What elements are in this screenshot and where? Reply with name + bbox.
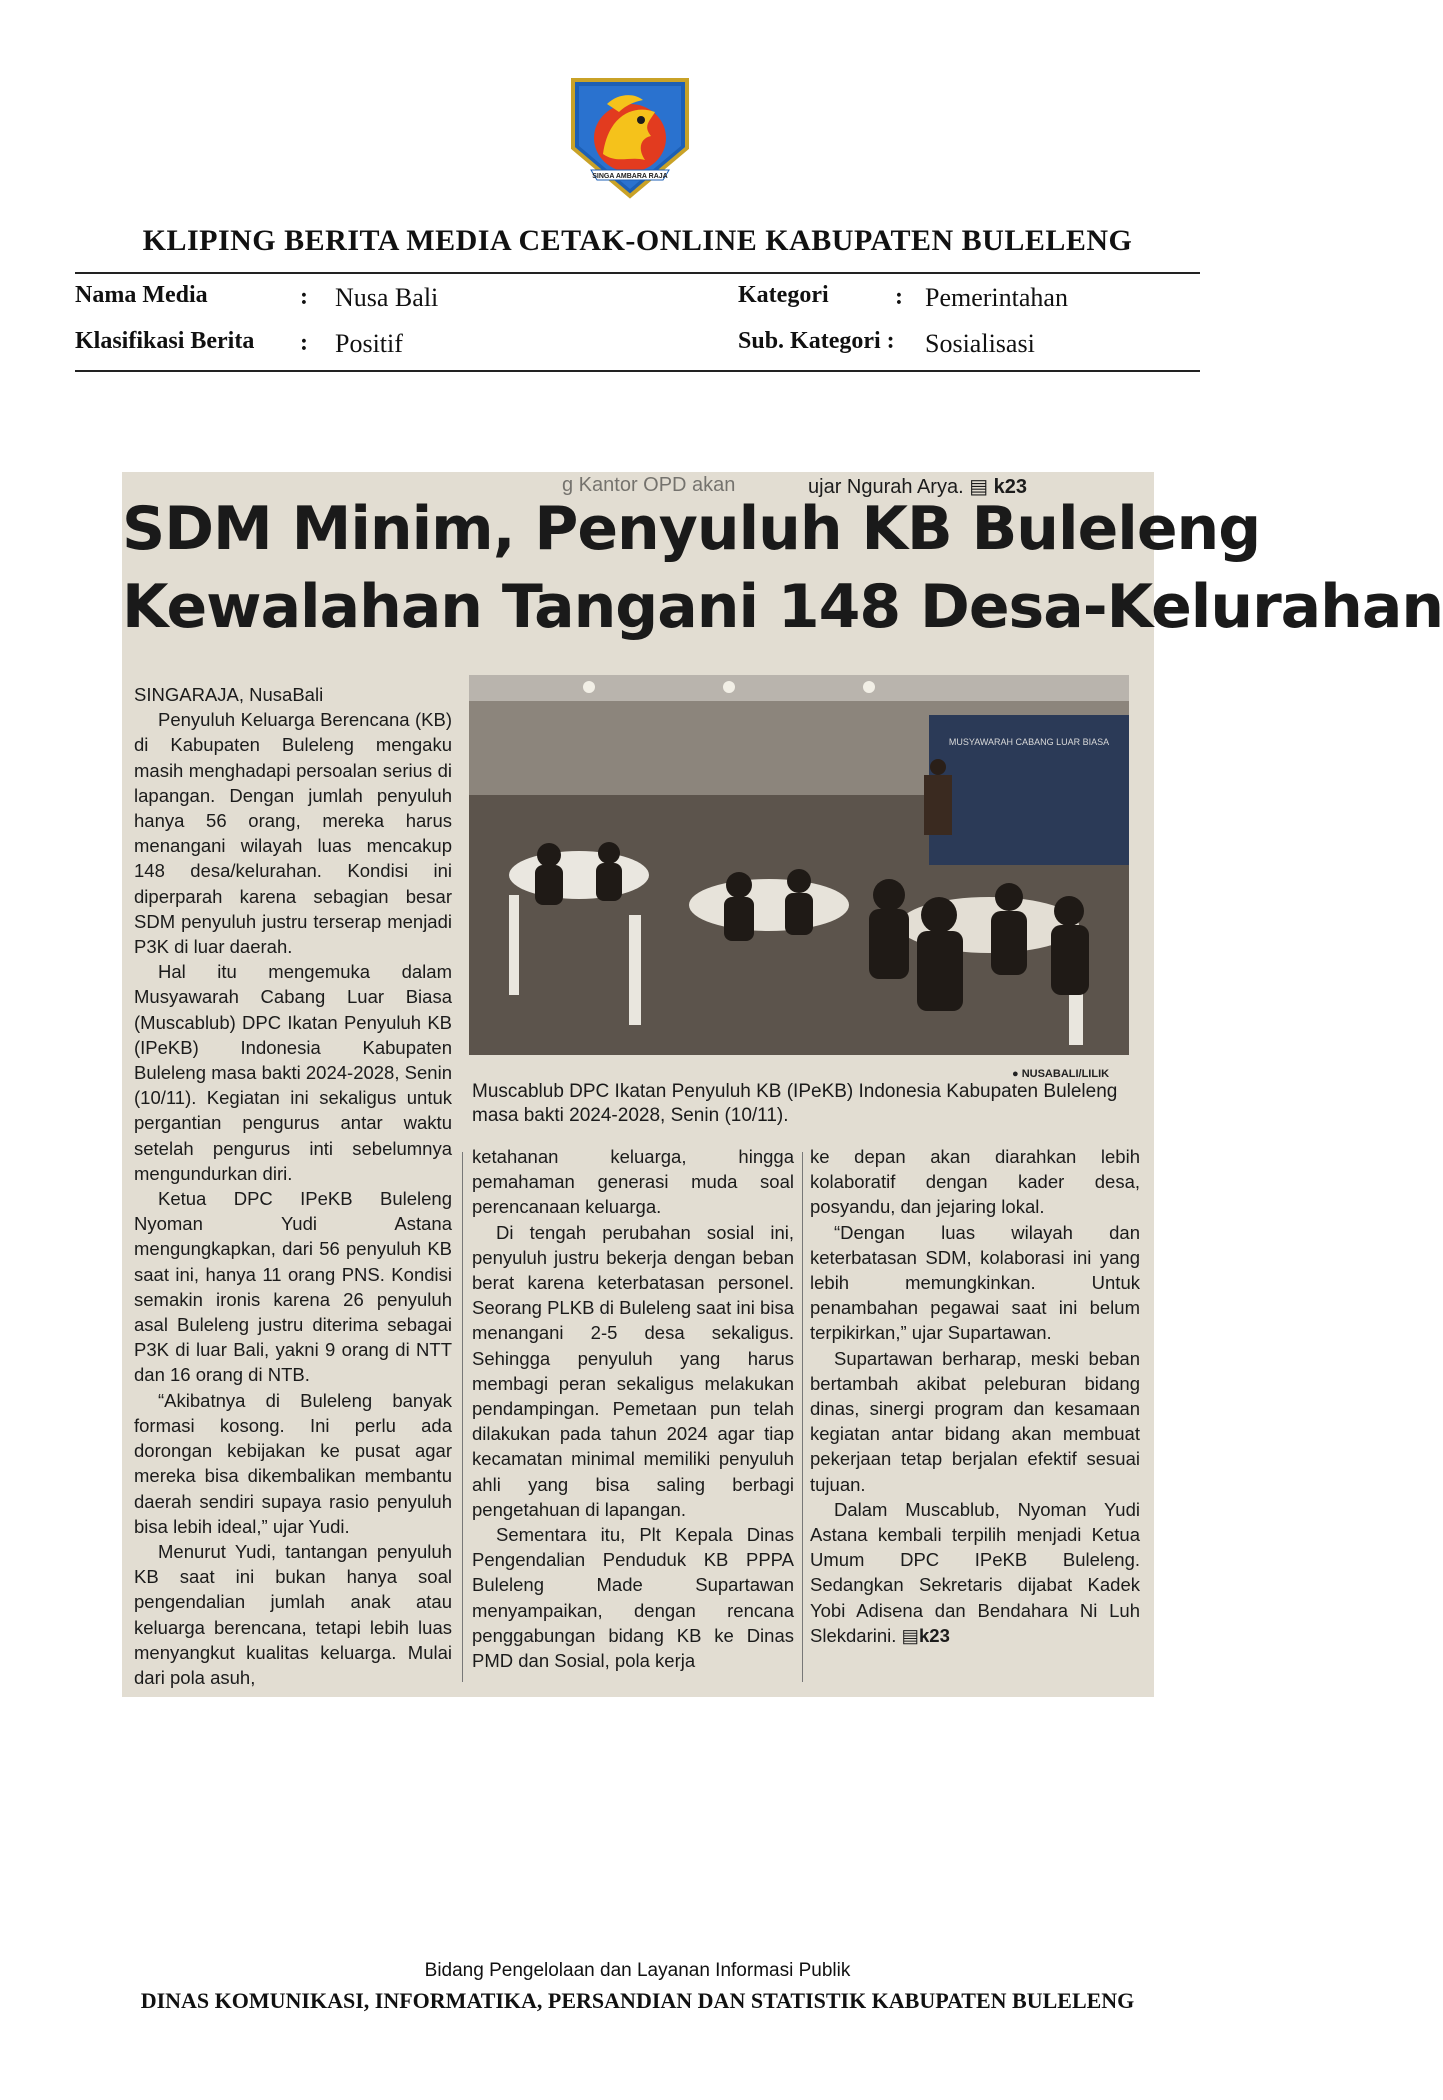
article-paragraph: “Akibatnya di Buleleng banyak formasi kosong. Ini perlu ada dorongan kebijakan ke pusat agar mereka bisa dikembalikan membantu daerah sendiri supaya rasio penyuluh bisa lebih ideal,” ujar Yudi. [134, 1389, 452, 1537]
previous-article-code: k23 [993, 476, 1028, 498]
media-label: Nama Media [75, 282, 208, 308]
photo-caption: Muscablub DPC Ikatan Penyuluh KB (IPeKB) Indonesia Kabupaten Buleleng masa bakti 2024-2028, Senin (10/11). [472, 1081, 1118, 1126]
article-column-1 [134, 682, 452, 1690]
subkategori-label: Sub. Kategori : [738, 328, 895, 354]
article-paragraph: ke depan akan diarahkan lebih kolaboratif dengan kader desa, posyandu, dan jejaring lokal. [810, 1146, 1140, 1218]
article-headline-line2: Kewalahan Tangani 148 Desa-Kelurahan [122, 572, 1443, 642]
photo-banner-text: MUSYAWARAH CABANG LUAR BIASA [948, 737, 1110, 747]
previous-article-quote: ujar Ngurah Arya. [808, 476, 964, 498]
article-paragraph: “Dengan luas wilayah dan keterbatasan SDM, kolaborasi ini yang lebih memungkinkan. Untuk penambahan pegawai saat ini belum terpikirkan,” ujar Supartawan. [810, 1221, 1140, 1344]
subkategori-value: Sosialisasi [925, 329, 1035, 358]
klasifikasi-label: Klasifikasi Berita [75, 328, 255, 354]
media-colon: : [300, 284, 308, 310]
article-paragraph: Sementara itu, Plt Kepala Dinas Pengendalian Penduduk KB PPPA Buleleng Made Supartawan menyampaikan, dengan rencana penggabungan bidang KB ke Dinas PMD dan Sosial, pola kerja [472, 1524, 794, 1672]
article-dateline: SINGARAJA, NusaBali [134, 684, 324, 705]
article-paragraph: Penyuluh Keluarga Berencana (KB) di Kabupaten Buleleng mengaku masih menghadapi persoalan serius di lapangan. Dengan jumlah penyuluh hanya 56 orang, mereka harus menangani wilayah luas mencakup 148 desa/kelurahan. Kondisi ini diperparah karena sebagian besar SDM penyuluh justru terserap menjadi P3K di luar daerah. [134, 709, 452, 958]
article-paragraph [810, 1497, 1140, 1648]
photo-credit: ● NUSABALI/LILIK [1012, 1068, 1110, 1080]
header-divider-bottom [75, 370, 1200, 372]
previous-article-fragment: g Kantor OPD akan [562, 474, 736, 496]
kategori-label: Kategori [738, 282, 829, 308]
klasifikasi-value: Positif [335, 329, 403, 358]
singa-ambara-raja-emblem-icon [563, 76, 697, 200]
article-paragraph: Ketua DPC IPeKB Buleleng Nyoman Yudi Astana mengungkapkan, dari 56 penyuluh KB saat ini, hanya 11 orang PNS. Kondisi semakin ironis karena 26 penyuluh asal Buleleng justru diterima sebagai P3K di luar Bali, yakni 9 orang di NTT dan 16 orang di NTB. [134, 1188, 452, 1386]
footer-subtitle: Bidang Pengelolaan dan Layanan Informasi Publik [424, 1960, 851, 1981]
klasifikasi-colon: : [300, 330, 308, 356]
kategori-colon: : [895, 284, 903, 310]
kategori-value: Pemerintahan [925, 283, 1068, 312]
article-paragraph: Hal itu mengemuka dalam Musyawarah Cabang Luar Biasa (Muscablub) DPC Ikatan Penyuluh KB (IPeKB) Indonesia Kabupaten Buleleng masa bakti 2024-2028, Senin (10/11). Kegiatan ini sekaligus untuk pergantian pengurus antar waktu setelah pengurus inti sebelumnya mengundurkan diri. [134, 961, 452, 1184]
document-title: KLIPING BERITA MEDIA CETAK-ONLINE KABUPATEN BULELENG [142, 224, 1133, 257]
article-paragraph: ketahanan keluarga, hingga pemahaman generasi muda soal perencanaan keluarga. [472, 1146, 794, 1218]
article-headline-line1: SDM Minim, Penyuluh KB Buleleng [122, 494, 1261, 564]
meeting-photo-illustration [469, 675, 1129, 1055]
column-divider [802, 1152, 803, 1682]
media-value: Nusa Bali [335, 283, 439, 312]
article-end-code: k23 [919, 1624, 950, 1646]
newspaper-mark-icon: ▤ [901, 1624, 920, 1646]
footer-title: DINAS KOMUNIKASI, INFORMATIKA, PERSANDIAN DAN STATISTIK KABUPATEN BULELENG [140, 1988, 1135, 2013]
logo-text: SINGA AMBARA RAJA [592, 173, 668, 180]
column-divider [462, 1152, 463, 1682]
newspaper-mark-icon: ▤ [969, 476, 989, 498]
article-photo [469, 675, 1129, 1055]
article-paragraph: Menurut Yudi, tantangan penyuluh KB saat ini bukan hanya soal pengendalian jumlah anak atau keluarga berencana, tetapi lebih luas menyangkut kualitas keluarga. Mulai dari pola asuh, [134, 1540, 452, 1688]
article-column-2 [472, 1144, 794, 1673]
article-paragraph: Supartawan berharap, meski beban bertambah akibat peleburan bidang dinas, sinergi program dan kesamaan kegiatan antar bidang akan membuat pekerjaan tetap berjalan efektif sesuai tujuan. [810, 1347, 1140, 1495]
article-paragraph: Di tengah perubahan sosial ini, penyuluh justru bekerja dengan beban berat karena keterbatasan personel. Seorang PLKB di Buleleng saat ini bisa menangani 2-5 desa sekaligus. Sehingga penyuluh yang harus membagi peran sekaligus melakukan pendampingan. Pemetaan pun telah dilakukan pada tahun 2024 agar tiap kecamatan minimal memiliki penyuluh ahli yang bisa saling berbagi pengetahuan di lapangan. [472, 1221, 794, 1520]
newspaper-clipping [122, 472, 1443, 1697]
header-divider-top [75, 272, 1200, 274]
article-column-3 [810, 1144, 1140, 1648]
article-paragraph-text: Dalam Muscablub, Nyoman Yudi Astana kembali terpilih menjadi Ketua Umum DPC IPeKB Buleleng. Sedangkan Sekretaris dijabat Kadek Yobi Adisena dan Bendahara Ni Luh Slekdarini. [810, 1498, 1140, 1646]
